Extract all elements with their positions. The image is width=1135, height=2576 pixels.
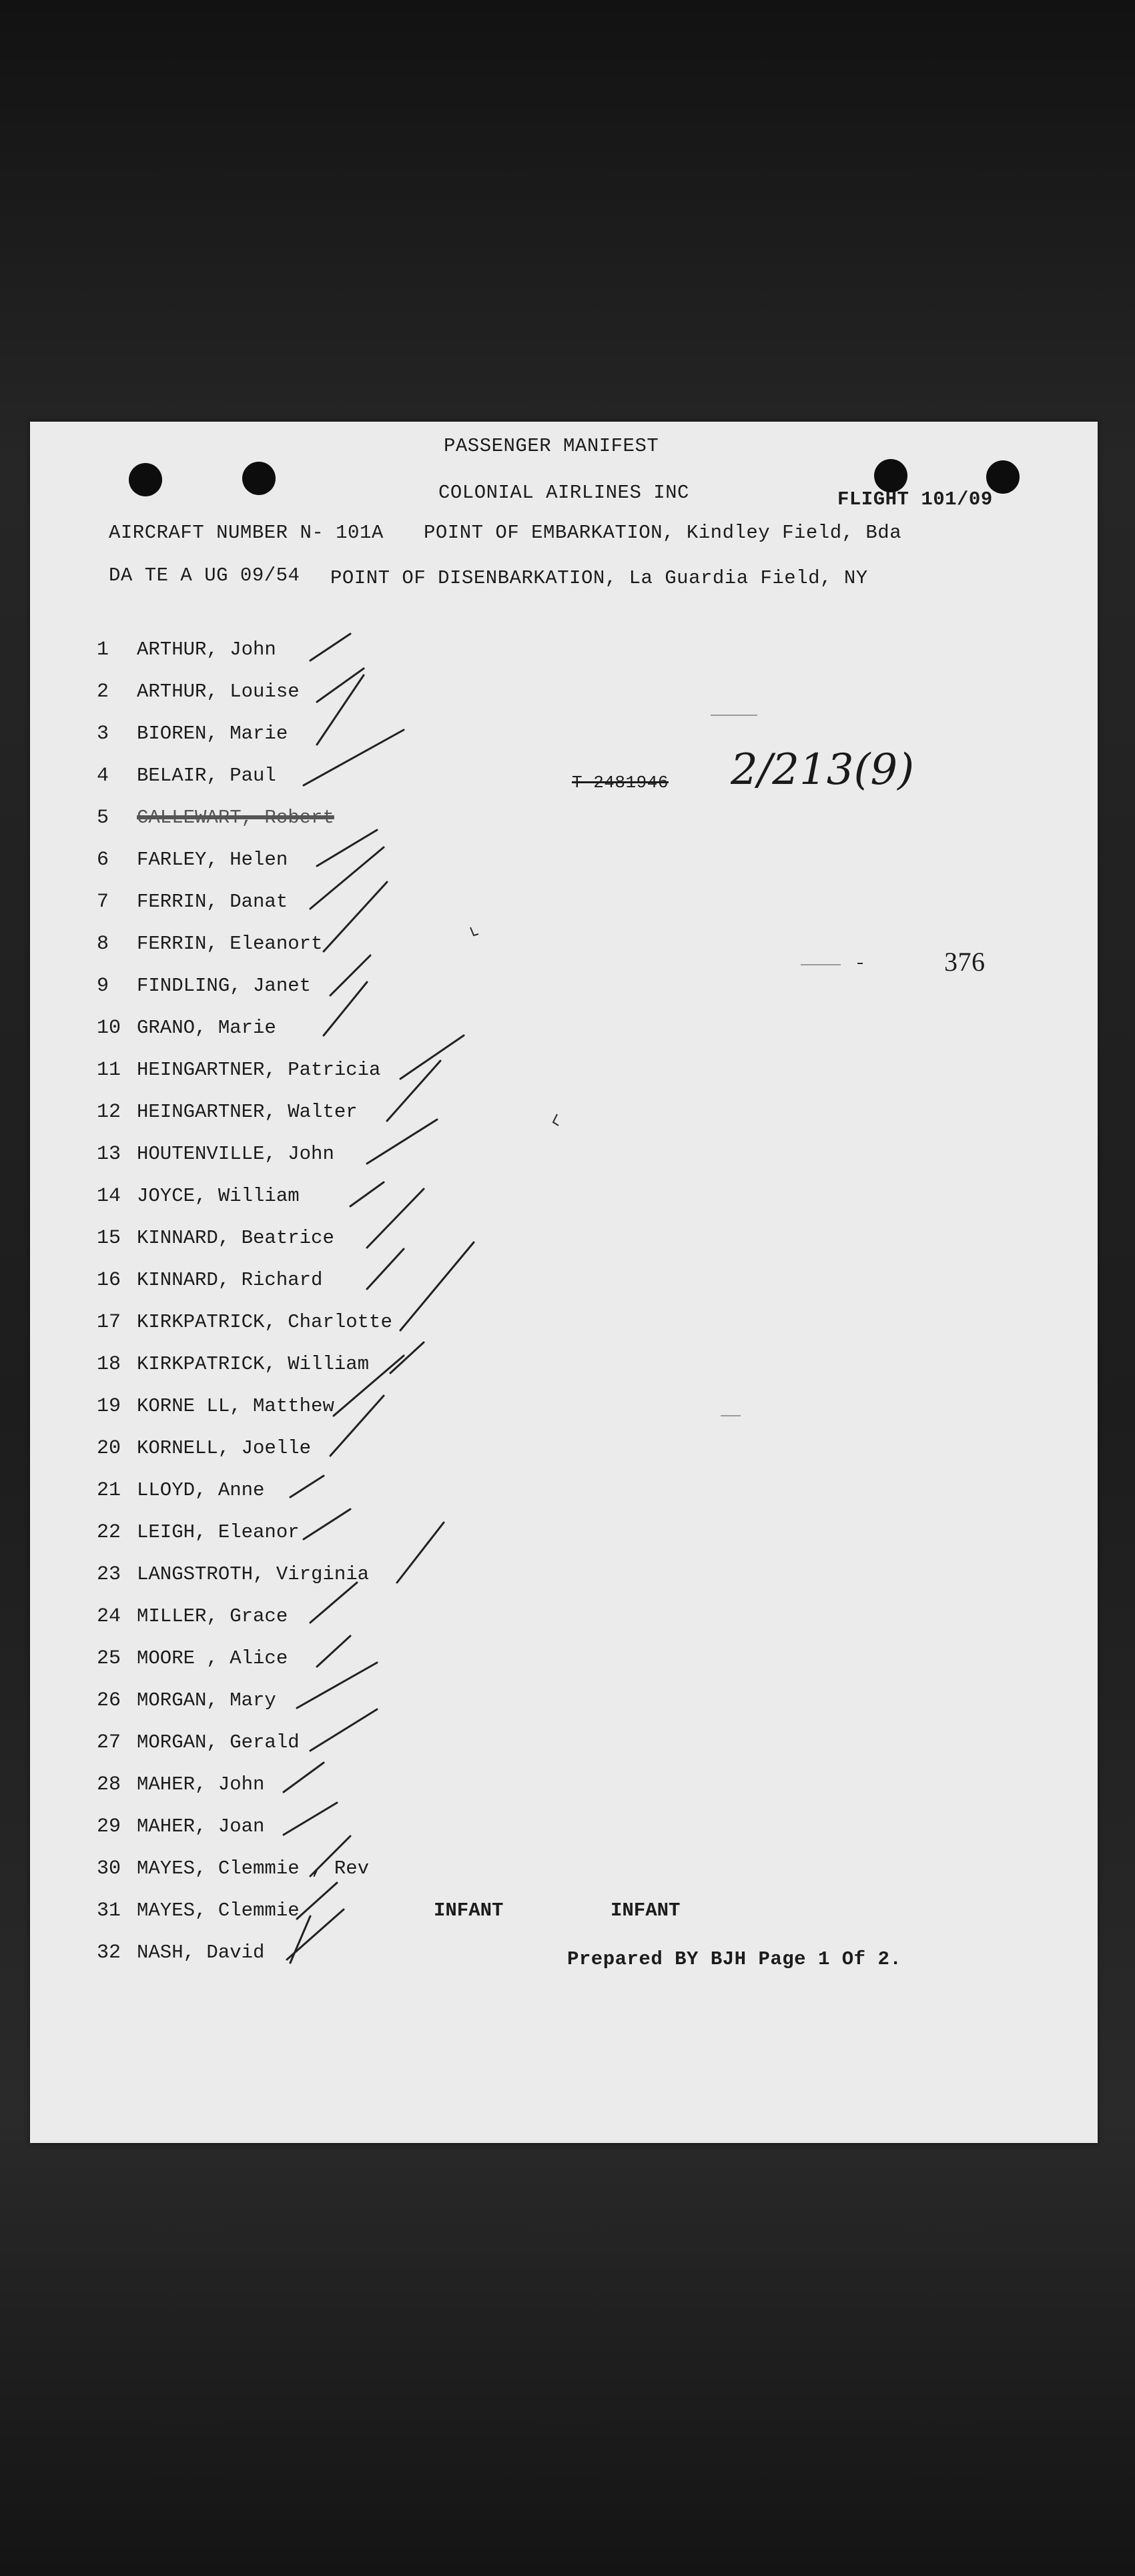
passenger-number: 21 [97, 1479, 121, 1502]
check-mark [290, 1916, 310, 1963]
struck-reference-number: T 2481946 [572, 773, 669, 793]
passenger-name: ARTHUR, John [137, 638, 276, 661]
passenger-name: FERRIN, Danat [137, 891, 288, 913]
check-mark [400, 1242, 474, 1330]
check-mark [304, 730, 404, 785]
punch-hole [242, 462, 276, 495]
passenger-name: GRANO, Marie [137, 1017, 276, 1039]
check-mark [317, 669, 364, 702]
passenger-number: 11 [97, 1059, 121, 1082]
passenger-name: KORNELL, Joelle [137, 1437, 312, 1459]
passenger-number: 30 [97, 1857, 121, 1880]
check-mark [367, 1189, 424, 1248]
passenger-name: MAYES, Clemmie , Rev [137, 1857, 370, 1879]
passenger-number: 6 [97, 849, 109, 871]
passenger-name: FERRIN, Eleanort [137, 933, 323, 955]
passenger-name: KORNE LL, Matthew [137, 1395, 334, 1417]
passenger-name: HEINGARTNER, Walter [137, 1101, 358, 1123]
check-mark [310, 634, 350, 661]
infant-label: INFANT [434, 1899, 504, 1921]
punch-hole [874, 459, 907, 492]
passenger-number: 9 [97, 975, 109, 997]
point-of-embarkation: POINT OF EMBARKATION, Kindley Field, Bda [424, 522, 902, 544]
passenger-number: 24 [97, 1605, 121, 1628]
passenger-name: BELAIR, Paul [137, 765, 276, 787]
passenger-name: LLOYD, Anne [137, 1479, 265, 1501]
passenger-name: KINNARD, Richard [137, 1269, 323, 1291]
infant-label: INFANT [611, 1899, 681, 1921]
passenger-name: MAYES, Clemmie [137, 1899, 300, 1921]
passenger-number: 18 [97, 1353, 121, 1376]
passenger-name: MAHER, Joan [137, 1815, 265, 1837]
passenger-name: MOORE , Alice [137, 1647, 288, 1669]
prepared-by-footer: Prepared BY BJH Page 1 Of 2. [567, 1948, 902, 1970]
check-mark [317, 830, 377, 866]
passenger-number: 2 [97, 681, 109, 703]
passenger-number: 19 [97, 1395, 121, 1418]
passenger-name: FINDLING, Janet [137, 975, 312, 997]
stray-mark [470, 927, 478, 935]
check-mark [387, 1061, 440, 1121]
passenger-number: 10 [97, 1017, 121, 1039]
check-mark [284, 1803, 337, 1835]
passenger-name: MORGAN, Mary [137, 1689, 276, 1711]
flight-number: FLIGHT 101/09 [837, 488, 993, 510]
passenger-name: KINNARD, Beatrice [137, 1227, 334, 1249]
passenger-number: 22 [97, 1521, 121, 1544]
passenger-number: 17 [97, 1311, 121, 1334]
passenger-number: 25 [97, 1647, 121, 1670]
check-mark [397, 1523, 444, 1583]
passenger-number: 28 [97, 1773, 121, 1796]
manifest-page [30, 422, 1098, 2143]
check-mark [324, 882, 387, 951]
passenger-name: NASH, David [137, 1942, 265, 1964]
passenger-number: 13 [97, 1143, 121, 1166]
punch-hole [129, 463, 162, 496]
passenger-name: MAHER, John [137, 1773, 265, 1795]
check-mark [330, 1396, 384, 1456]
passenger-number: 23 [97, 1563, 121, 1586]
passenger-number: 12 [97, 1101, 121, 1124]
passenger-name: FARLEY, Helen [137, 849, 288, 871]
passenger-number: 3 [97, 723, 109, 745]
check-mark [310, 847, 384, 909]
passenger-number: 16 [97, 1269, 121, 1292]
passenger-name: HEINGARTNER, Patricia [137, 1059, 381, 1081]
stray-mark [553, 1114, 558, 1126]
passenger-name: LANGSTROTH, Virginia [137, 1563, 370, 1585]
passenger-name: HOUTENVILLE, John [137, 1143, 334, 1165]
passenger-name: MORGAN, Gerald [137, 1731, 300, 1753]
check-mark [317, 1636, 350, 1667]
passenger-number: 5 [97, 807, 109, 829]
passenger-number: 15 [97, 1227, 121, 1250]
passenger-name-struck: CALLEWART, Robert [137, 807, 334, 829]
passenger-number: 14 [97, 1185, 121, 1208]
aircraft-number: AIRCRAFT NUMBER N- 101A [109, 522, 384, 544]
passenger-number: 7 [97, 891, 109, 913]
check-mark [297, 1663, 377, 1708]
passenger-number: 20 [97, 1437, 121, 1460]
passenger-number: 29 [97, 1815, 121, 1838]
check-mark [290, 1476, 324, 1497]
check-mark [324, 982, 367, 1035]
passenger-number: 32 [97, 1942, 121, 1964]
handwritten-reference: 2/213(9) [731, 745, 915, 795]
passenger-number: 31 [97, 1899, 121, 1922]
check-mark [390, 1342, 424, 1373]
point-of-disembarkation: POINT OF DISENBARKATION, La Guardia Field, NY [330, 567, 868, 589]
check-mark [400, 1035, 464, 1079]
check-mark [310, 1709, 377, 1751]
passenger-name: JOYCE, William [137, 1185, 300, 1207]
manifest-title: PASSENGER MANIFEST [444, 435, 659, 457]
check-mark [367, 1120, 437, 1164]
check-mark [317, 675, 364, 745]
airline-name: COLONIAL AIRLINES INC [438, 482, 689, 504]
passenger-number: 26 [97, 1689, 121, 1712]
passenger-name: KIRKPATRICK, Charlotte [137, 1311, 392, 1333]
passenger-number: 1 [97, 638, 109, 661]
passenger-name: KIRKPATRICK, William [137, 1353, 370, 1375]
passenger-number: 4 [97, 765, 109, 787]
check-mark [310, 1583, 357, 1623]
passenger-name: LEIGH, Eleanor [137, 1521, 300, 1543]
page-number-annotation: 376 [944, 947, 986, 977]
passenger-name: ARTHUR, Louise [137, 681, 300, 703]
check-mark [330, 955, 370, 995]
passenger-number: 8 [97, 933, 109, 955]
check-mark [284, 1763, 324, 1792]
passenger-number: 27 [97, 1731, 121, 1754]
passenger-name: MILLER, Grace [137, 1605, 288, 1627]
check-mark [367, 1249, 404, 1289]
check-mark [304, 1509, 350, 1539]
passenger-name: BIOREN, Marie [137, 723, 288, 745]
check-mark [350, 1182, 384, 1206]
check-mark [297, 1883, 337, 1919]
manifest-date: DA TE A UG 09/54 [109, 564, 300, 586]
